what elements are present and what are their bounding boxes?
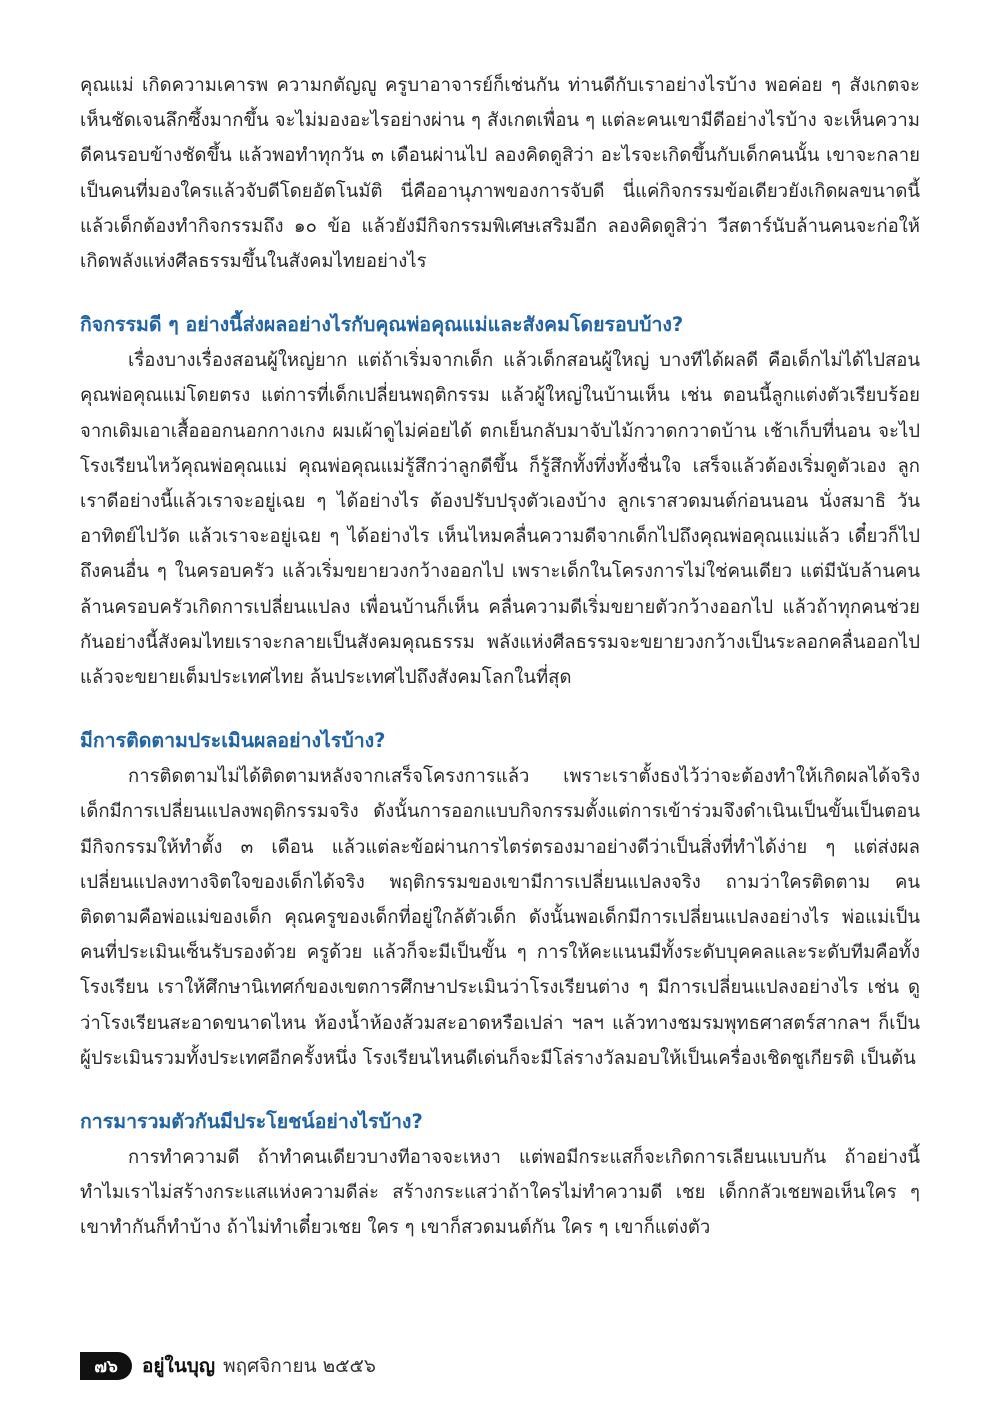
section-body-evaluation: การติดตามไม่ได้ติดตามหลังจากเสร็จโครงการแล้ว เพราะเราตั้งธงไว้ว่าจะต้องทำให้เกิดผลได้จริง เด็กมีการเปลี่ยนแปลงพฤติกรรมจริง ดังนั้นการออกแบบกิจกรรมตั้งแต่การเข้าร่วมจึงดำเนินเป็นขั้นเป็นตอน มีกิจกรรมให้ทำตั้ง ๓ เดือน แล้วแต่ละข้อผ่านการไตร่ตรองมาอย่างดีว่าเป็นสิ่งที่ทำได้ง่าย ๆ แต่ส่งผลเปลี่ยนแปลงทางจิตใจของเด็กได้จริง พฤติกรรมของเขามีการเปลี่ยนแปลงจริง ถามว่าใครติดตาม คนติดตามคือพ่อแม่ของเด็ก คุณครูของเด็กที่อยู่ใกล้ตัวเด็ก ดังนั้นพอเด็กมีการเปลี่ยนแปลงอย่างไร พ่อแม่เป็นคนที่ประเมินเซ็นรับรองด้วย ครูด้วย แล้วก็จะมีเป็นขั้น ๆ การให้คะแนนมีทั้งระดับบุคคลและระดับทีมคือทั้งโรงเรียน เราให้ศึกษานิเทศก์ของเขตการศึกษาประเมินว่าโรงเรียนต่าง ๆ มีการเปลี่ยนแปลงอย่างไร เช่น ดูว่าโรงเรียนสะอาดขนาดไหน ห้องน้ำห้องส้วมสะอาดหรือเปล่า ฯลฯ แล้วทางชมรมพุทธศาสตร์สากลฯ ก็เป็นผู้ประเมินรวมทั้งประเทศอีกครั้งหนึ่ง โรงเรียนไหนดีเด่นก็จะมีโล่รางวัลมอบให้เป็นเครื่องเชิดชูเกียรติ เป็นต้น [80, 766, 920, 1069]
section-body-gathering: การทำความดี ถ้าทำคนเดียวบางทีอาจจะเหงา แต่พอมีกระแสก็จะเกิดการเลียนแบบกัน ถ้าอย่างนี้ทำไมเราไม่สร้างกระแสแห่งความดีล่ะ สร้างกระแสว่าถ้าใครไม่ทำความดี เชย เด็กกลัวเชยพอเห็นใคร ๆ เขาทำกันก็ทำบ้าง ถ้าไม่ทำเดี๋ยวเชย ใคร ๆ เขาก็สวดมนต์กัน ใคร ๆ เขาก็แต่งตัว [80, 1147, 920, 1239]
section-heading-gathering: การมารวมตัวกันมีประโยชน์อย่างไรบ้าง? [80, 1110, 423, 1134]
issue-date: พฤศจิกายน ๒๕๕๖ [223, 1355, 376, 1377]
article-page [80, 68, 920, 1246]
magazine-title: อยู่ในบุญ [142, 1355, 216, 1377]
intro-paragraph: คุณแม่ เกิดความเคารพ ความกตัญญู ครูบาอาจารย์ก็เช่นกัน ท่านดีกับเราอย่างไรบ้าง พอค่อย ๆ สังเกตจะเห็นชัดเจนลึกซึ้งมากขึ้น จะไม่มองอะไรอย่างผ่าน ๆ สังเกตเพื่อน ๆ แต่ละคนเขามีดีอย่างไรบ้าง จะเห็นความดีคนรอบข้างชัดขึ้น แล้วพอทำทุกวัน ๓ เดือนผ่านไป ลองคิดดูสิว่า อะไรจะเกิดขึ้นกับเด็กคนนั้น เขาจะกลายเป็นคนที่มองใครแล้วจับดีโดยอัตโนมัติ นี่คืออานุภาพของการจับดี นี่แค่กิจกรรมข้อเดียวยังเกิดผลขนาดนี้ แล้วเด็กต้องทำกิจกรรมถึง ๑๐ ข้อ แล้วยังมีกิจกรรมพิเศษเสริมอีก ลองคิดดูสิว่า วีสตาร์นับล้านคนจะก่อให้เกิดพลังแห่งศีลธรรมขึ้นในสังคมไทยอย่างไร [80, 75, 920, 273]
page-footer [80, 1351, 376, 1381]
page-number: ๗๖ [80, 1352, 132, 1380]
section-heading-evaluation: มีการติดตามประเมินผลอย่างไรบ้าง? [80, 729, 386, 753]
section-body-effects: เรื่องบางเรื่องสอนผู้ใหญ่ยาก แต่ถ้าเริ่มจากเด็ก แล้วเด็กสอนผู้ใหญ่ บางทีได้ผลดี คือเด็กไม่ได้ไปสอนคุณพ่อคุณแม่โดยตรง แต่การที่เด็กเปลี่ยนพฤติกรรม แล้วผู้ใหญ่ในบ้านเห็น เช่น ตอนนี้ลูกแต่งตัวเรียบร้อย จากเดิมเอาเสื้อออกนอกกางเกง ผมเผ้าดูไม่ค่อยได้ ตกเย็นกลับมาจับไม้กวาดกวาดบ้าน เช้าเก็บที่นอน จะไปโรงเรียนไหว้คุณพ่อคุณแม่ คุณพ่อคุณแม่รู้สึกว่าลูกดีขึ้น ก็รู้สึกทั้งทึ่งทั้งชื่นใจ เสร็จแล้วต้องเริ่มดูตัวเอง ลูกเราดีอย่างนี้แล้วเราจะอยู่เฉย ๆ ได้อย่างไร ต้องปรับปรุงตัวเองบ้าง ลูกเราสวดมนต์ก่อนนอน นั่งสมาธิ วันอาทิตย์ไปวัด แล้วเราจะอยู่เฉย ๆ ได้อย่างไร เห็นไหมคลื่นความดีจากเด็กไปถึงคุณพ่อคุณแม่แล้ว เดี๋ยวก็ไปถึงคนอื่น ๆ ในครอบครัว แล้วเริ่มขยายวงกว้างออกไป เพราะเด็กในโครงการไม่ใช่คนเดียว แต่มีนับล้านคน ล้านครอบครัวเกิดการเปลี่ยนแปลง เพื่อนบ้านก็เห็น คลื่นความดีเริ่มขยายตัวกว้างออกไป แล้วถ้าทุกคนช่วยกันอย่างนี้สังคมไทยเราจะกลายเป็นสังคมคุณธรรม พลังแห่งศีลธรรมจะขยายวงกว้างเป็นระลอกคลื่นออกไปแล้วจะขยายเต็มประเทศไทย ล้นประเทศไปถึงสังคมโลกในที่สุด [80, 350, 920, 689]
section-heading-effects: กิจกรรมดี ๆ อย่างนี้ส่งผลอย่างไรกับคุณพ่อคุณแม่และสังคมโดยรอบบ้าง? [80, 313, 684, 337]
